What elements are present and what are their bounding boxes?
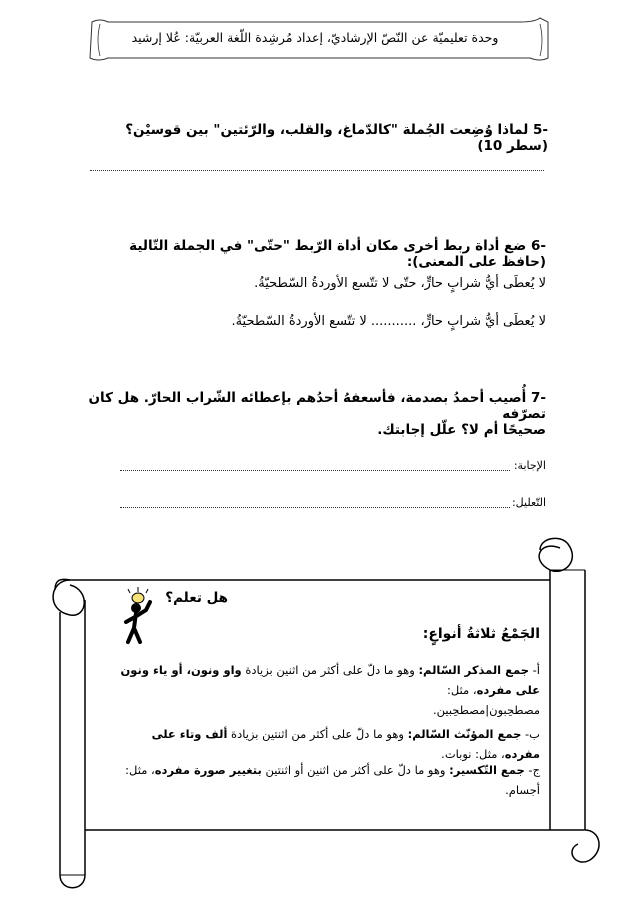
answer-line[interactable] <box>90 170 544 171</box>
question-text: لماذا وُضِعت الجُملة "كالدّماغ، والقلب، والرّئتين" بين قوسيْن؟ (سطر 10) <box>125 122 548 154</box>
question-text: أُصيب أحمدُ بصدمة، فأسعفهُ أحدُهم بإعطائه الشّراب الحارّ. هل كان تصرّفه <box>88 390 546 422</box>
reason-label: التّعليل: <box>511 496 546 509</box>
info-term: جمع المذكر السّالم: <box>418 663 529 677</box>
blank-field[interactable]: ........... <box>370 314 417 329</box>
info-term: جمع التّكسير: <box>449 763 525 777</box>
reason-line[interactable] <box>120 507 510 508</box>
info-item-c: ج- جمع التّكسير: وهو ما دلّ على أكثر من اثنين أو اثنتين بتغيير صورة مفرده، مثل: أجسام. <box>125 763 540 797</box>
question-5 <box>88 122 548 154</box>
question-7-line2: صحيحًا أم لا؟ علّل إجابتك. <box>377 422 546 438</box>
question-number: -5 <box>532 122 548 138</box>
question-number: -6 <box>530 238 546 254</box>
fill-blank-sentence: لا يُعطَى أيُّ شرابٍ حارٍّ، ........... لا تتّسع الأوردةُ السّطحيّةُ. <box>231 314 546 329</box>
info-item-a: أ- جمع المذكر السّالم: وهو ما دلّ على أكثر من اثنين بزيادة واو ونون، أو ياء ونون على مفرده، مثل: مصطحِبون|مصطحِبين. <box>120 660 540 720</box>
did-you-know-title: هل تعلم؟ <box>165 590 228 606</box>
info-term: جمع المؤنّث السّالم: <box>407 727 522 741</box>
question-text: ضع أداة ربط أخرى مكان أداة الرّبط "حتّى" في الجملة التّالية (حافظ على المعنى): <box>129 238 546 270</box>
example-sentence: لا يُعطَى أيُّ شرابٍ حارٍّ، حتّى لا تتّسع الأوردةُ السّطحيّةُ. <box>254 276 546 291</box>
answer-label: الإجابة: <box>513 459 546 472</box>
question-number: -7 <box>530 390 546 406</box>
question-6 <box>86 238 546 270</box>
info-heading: الجَمْعُ ثلاثةُ أنواعٍ: <box>422 626 540 642</box>
question-7 <box>86 390 546 422</box>
page-title: وحدة تعليميّة عن النّصّ الإرشاديّ، إعداد مُرشِدة اللّغة العربيّة: عُلا إرشيد <box>131 30 499 45</box>
info-example: مصطحِبون|مصطحِبين. <box>432 703 540 717</box>
answer-line[interactable] <box>120 470 510 471</box>
info-item-b: ب- جمع المؤنّث السّالم: وهو ما دلّ على أكثر من اثنتين بزيادة ألف وتاء على مفرده، مثل: نوبات. <box>151 727 540 761</box>
